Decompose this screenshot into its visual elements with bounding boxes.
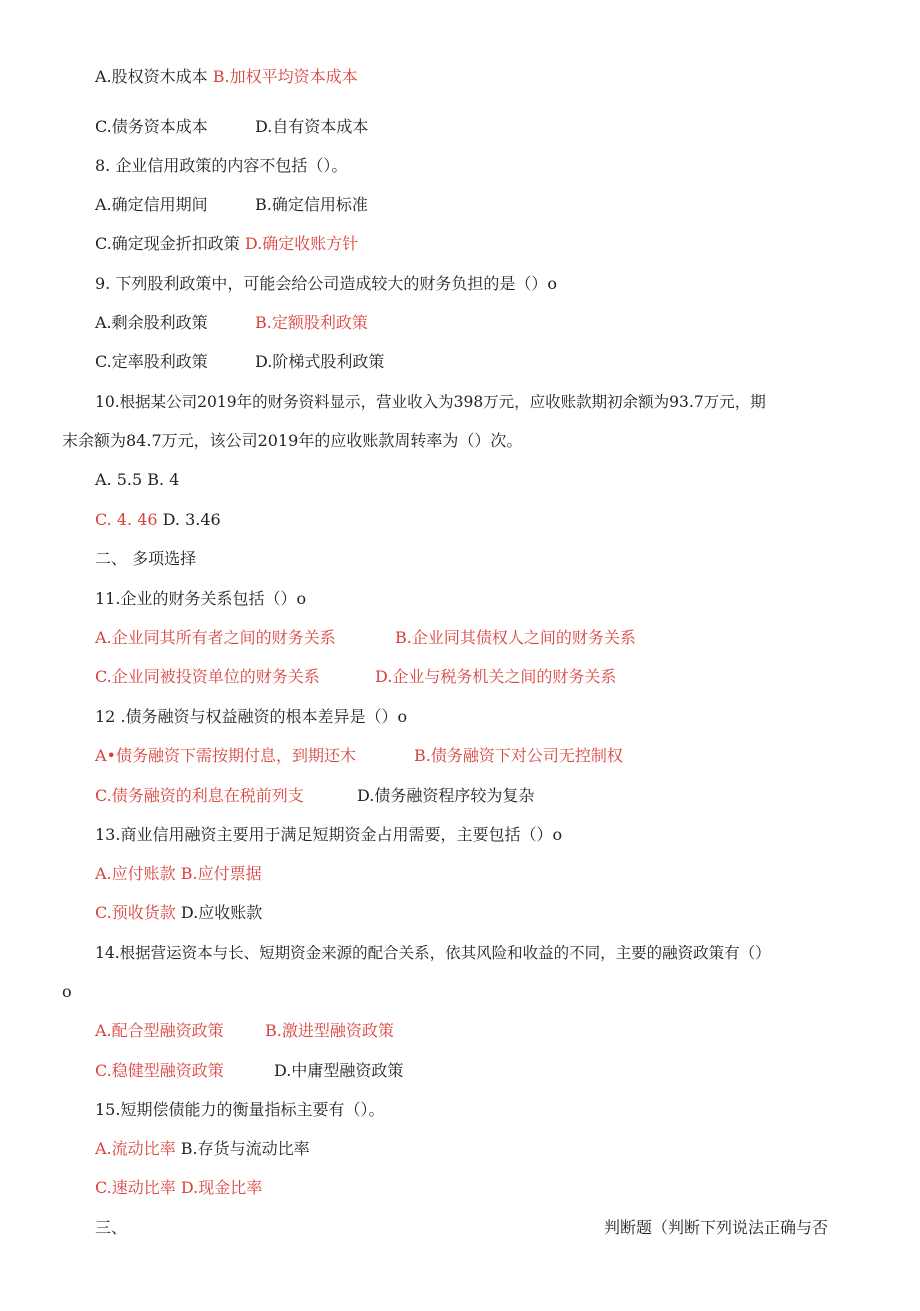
q15-options-row2 [95,1177,262,1199]
q13-options-row2 [95,902,262,924]
q14-option-c: C.稳健型融资政策 [95,1061,224,1080]
section-3-heading: 判断题（判断下列说法正确与否 [604,1218,829,1237]
q9-option-c: C.定率股利政策 [95,352,208,371]
q12-stem: 12 .债务融资与权益融资的根本差异是（）o [95,707,408,726]
q9-option-b: B.定额股利政策 [255,313,368,332]
q8-stem: 8. 企业信用政策的内容不包括（）。 [95,156,348,175]
q11-stem: 11.企业的财务关系包括（）o [95,589,307,608]
q13-option-c: C.预收货款 [95,903,176,922]
q13-option-a: A.应付账款 [95,864,176,883]
section-2-heading: 二、 多项选择 [95,549,197,568]
q12-option-d: D.债务融资程序较为复杂 [357,786,535,805]
q10-options-cd [95,509,221,531]
q7-option-b: B.加权平均资本成本 [212,67,358,86]
q7-option-c: C.债务资本成本 [95,117,208,136]
q13-options-row1 [95,863,262,885]
q15-stem: 15.短期偿债能力的衡量指标主要有（）。 [95,1100,385,1119]
q8-option-d: D.确定收账方针 [244,234,359,253]
q10-options-ab: A. 5.5 B. 4 [95,470,180,489]
q15-options-row1 [95,1138,310,1160]
q11-option-a: A.企业同其所有者之间的财务关系 [95,628,336,647]
q8-options-row2 [95,233,358,255]
q11-option-b: B.企业同其债权人之间的财务关系 [395,628,636,647]
q13-option-d: D.应收账款 [180,903,263,922]
q14-option-a: A.配合型融资政策 [95,1021,224,1040]
q10-option-c: C. 4. 46 [95,510,158,529]
q14-option-d: D.中庸型融资政策 [274,1061,404,1080]
q8-option-a: A.确定信用期间 [95,195,208,214]
q10-stem-line2: 末余额为84.7万元，该公司2019年的应收账款周转率为（）次。 [62,431,523,450]
q14-option-b: B.激进型融资政策 [265,1021,394,1040]
q12-option-b: B.债务融资下对公司无控制权 [414,746,623,765]
q13-option-b: B.应付票据 [180,864,262,883]
q14-stem-line2: o [62,982,72,1001]
q7-option-d: D.自有资本成本 [255,117,369,136]
q12-option-c: C.债务融资的利息在税前列支 [95,786,304,805]
q7-options-row1 [95,66,358,88]
q7-option-a: A.股权资木成本 [95,67,208,86]
q11-option-d: D.企业与税务机关之间的财务关系 [375,667,617,686]
section-3-number: 三、 [95,1218,128,1237]
q12-option-a: A•债务融资下需按期付息，到期还木 [95,746,356,765]
q14-stem-line1: 14.根据营运资本与长、短期资金来源的配合关系，依其风险和收益的不同，主要的融资政策有（） [95,944,771,962]
q8-option-c: C.确定现金折扣政策 [95,234,240,253]
q10-stem-line1: 10.根据某公司2019年的财务资料显示，营业收入为398万元，应收账款期初余额为93.7万元，期 [95,393,766,411]
q9-stem: 9. 下列股利政策中，可能会给公司造成较大的财务负担的是（）o [95,274,557,293]
q13-stem: 13.商业信用融资主要用于满足短期资金占用需要，主要包括（）o [95,825,563,844]
q9-option-a: A.剩余股利政策 [95,313,208,332]
q10-option-d: D. 3.46 [162,510,221,529]
q11-option-c: C.企业同被投资单位的财务关系 [95,667,320,686]
q9-option-d: D.阶梯式股利政策 [255,352,385,371]
q15-option-b: B.存货与流动比率 [180,1139,310,1158]
q15-option-d: D.现金比率 [180,1178,263,1197]
q8-option-b: B.确定信用标准 [255,195,368,214]
q15-option-a: A.流动比率 [95,1139,176,1158]
q15-option-c: C.速动比率 [95,1178,176,1197]
